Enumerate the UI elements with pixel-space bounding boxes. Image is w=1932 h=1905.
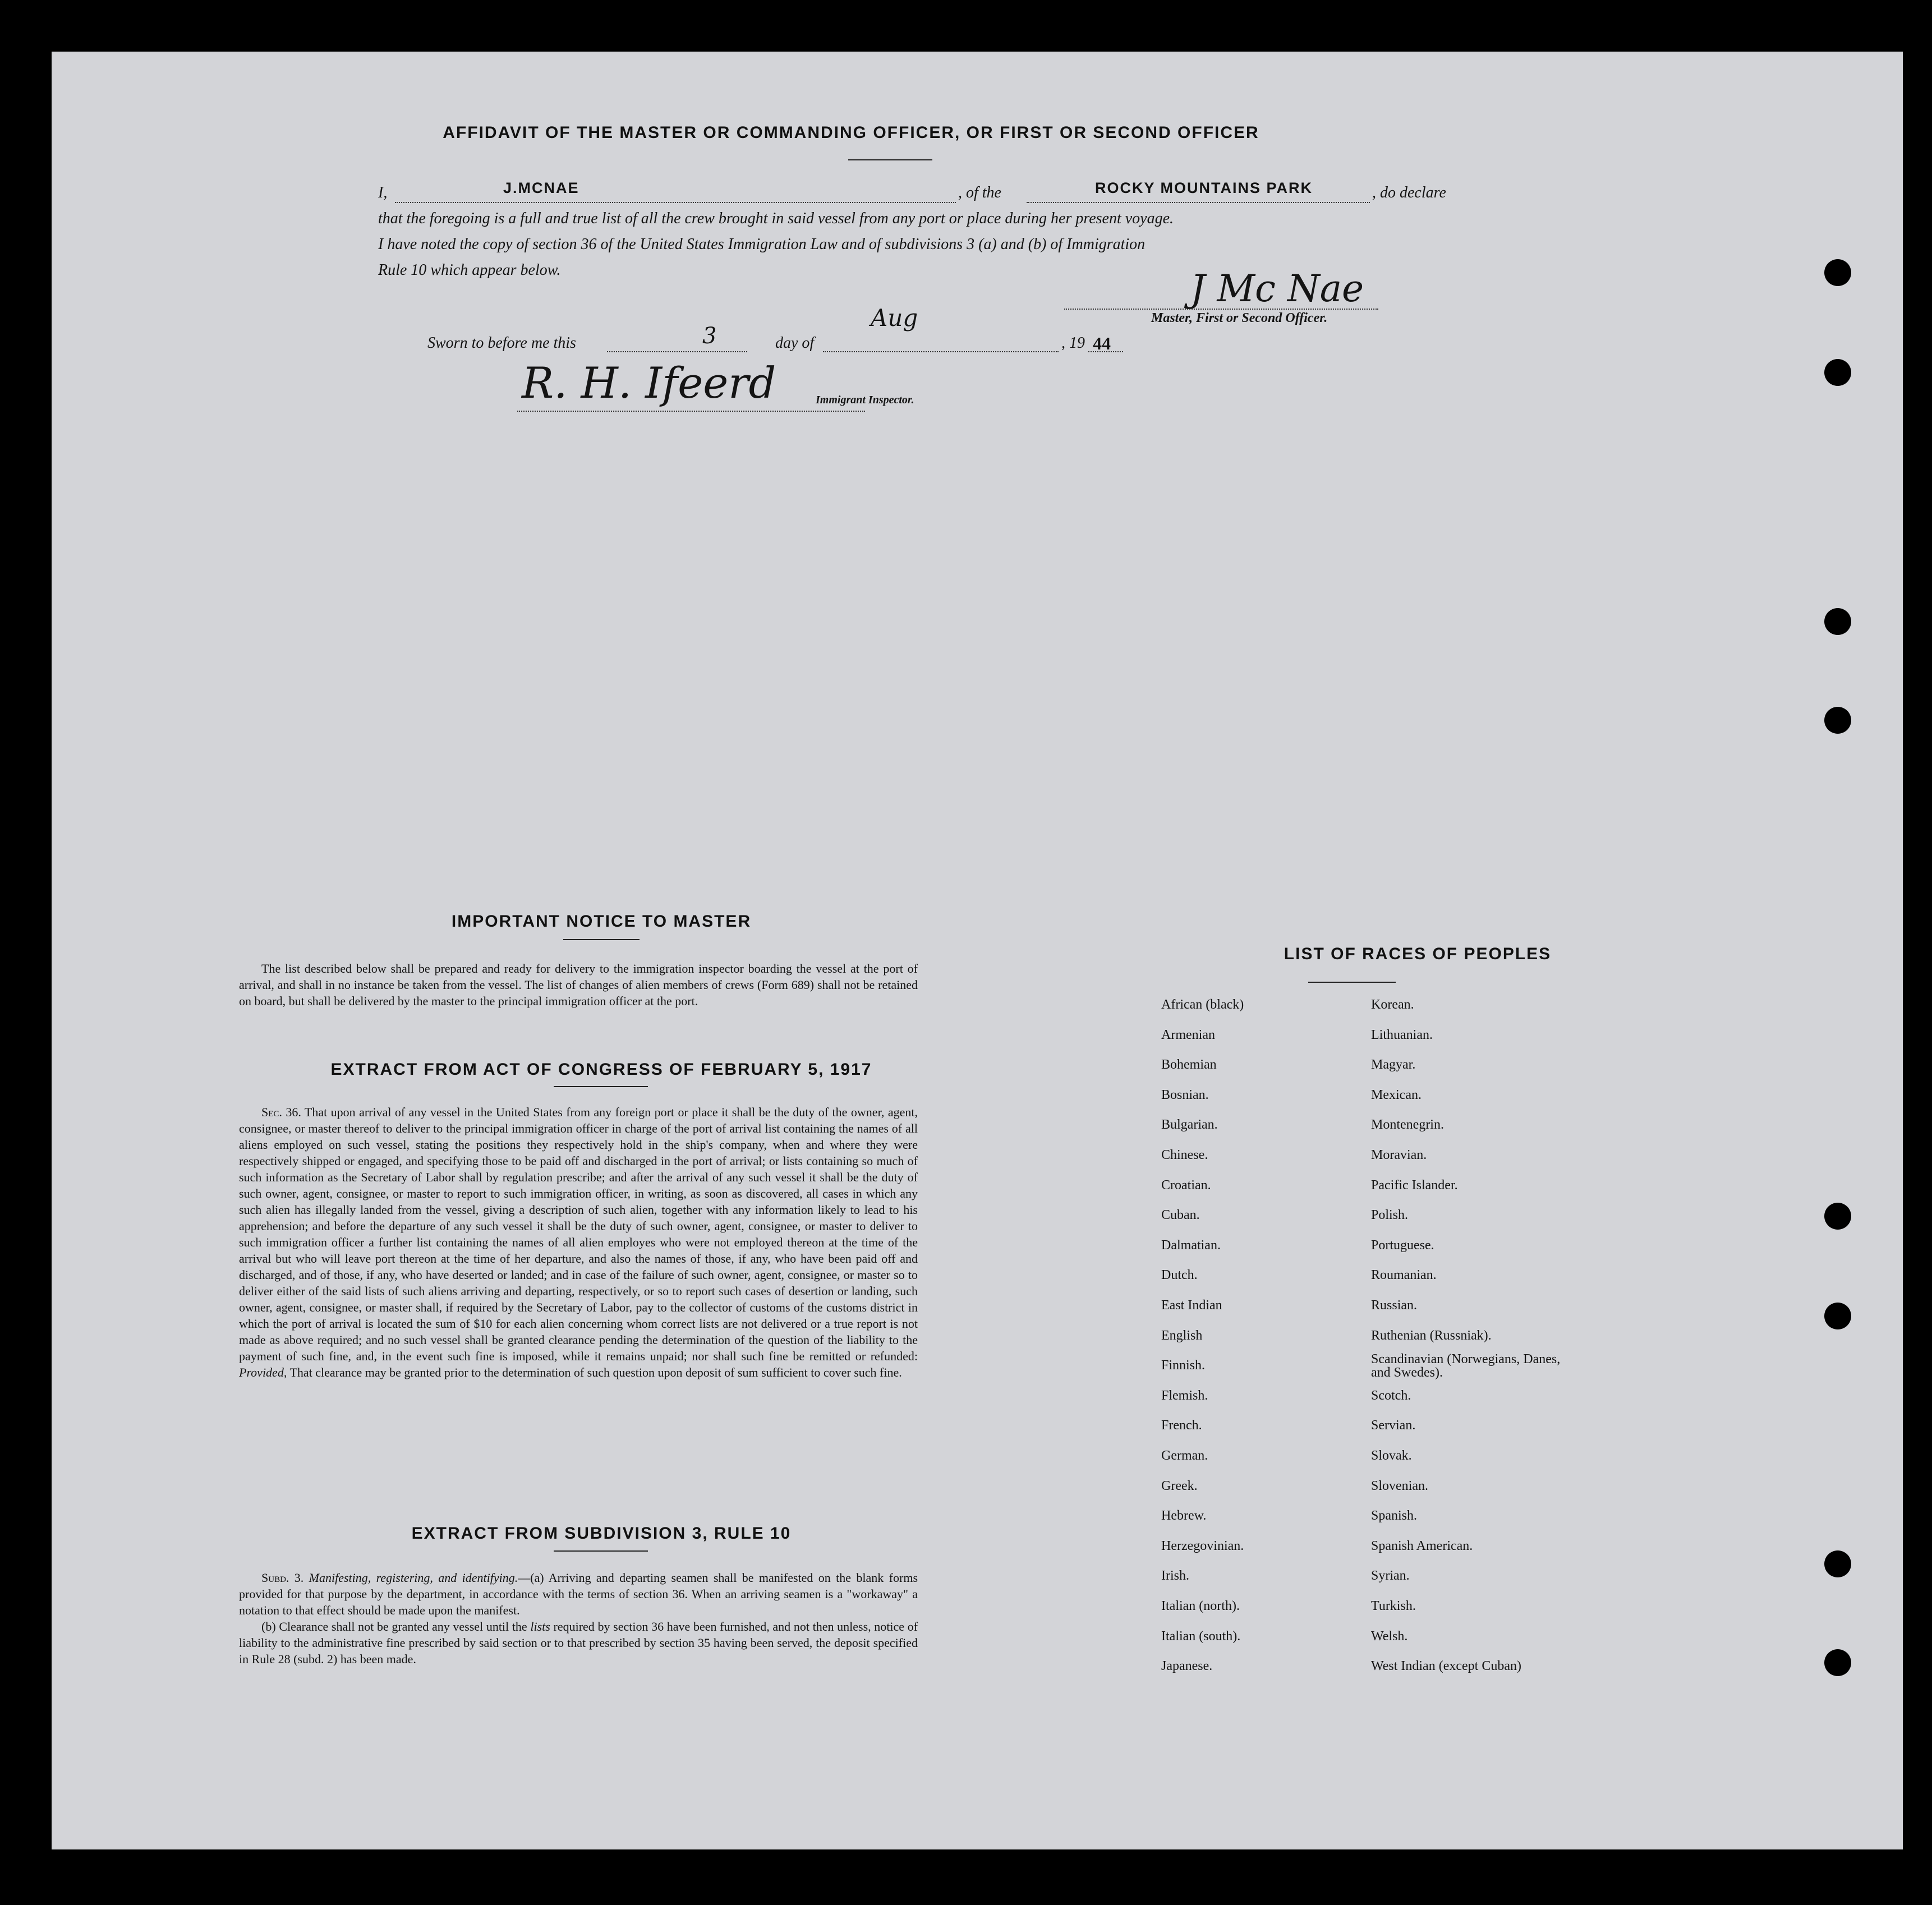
subdivision-text (239, 1570, 918, 1667)
race-item: Korean. (1371, 997, 1414, 1012)
binder-hole (1824, 608, 1851, 635)
notice-paragraph: The list described below shall be prepared and ready for delivery to the immigration inspector boarding the vessel at the port of arrival, and shall in no instance be taken from the vessel. The list of changes of alien members of crews (Form 689) shall not be retained on board, but shall be delivered by the master to the principal immigration officer at the port. (239, 961, 918, 1008)
subdivision-heading: Manifesting, registering, and identifying. (309, 1571, 518, 1585)
act-body: That upon arrival of any vessel in the United States from any foreign port or place it shall be the duty of the owner, agent, consignee, or master thereof to deliver to the principal immigration officer in charge of the port of arrival list containing the names of all aliens employed on such vessel, stating the positions they respectively hold in the ship's company, when and where they were respectively shipped or engaged, and specifying those to be paid off and discharged in the port of arrival; or lists containing so much of such information as the Secretary of Labor shall by regulation prescribe; and after the arrival of any such vessel it shall be the duty of such owner, agent, consignee, or master to report to such immigration officer, in writing, as soon as discovered, all cases in which any such alien has illegally landed from the vessel, giving a description of such alien, together with any information likely to lead to his apprehension; and before the departure of any such vessel it shall be the duty of such owner, agent, consignee, or master to deliver to such immigration officer a further list containing the names of all alien employes who were not employed thereon at the time of the arrival but who will leave port thereon at the time of her departure, and also the names of those, if any, who have been paid off and discharged, and of those, if any, who have deserted or landed; and in case of the failure of such owner, agent, consignee, or master so to deliver either of the said lists of such aliens arriving and departing, respectively, or so to report such cases of desertion or landing, such owner, agent, consignee, or master shall, if required by the Secretary of Labor, pay to the collector of customs of the customs district in which the port of arrival is located the sum of $10 for each alien concerning whom correct lists are not delivered or a true report is not made as above required; and no such vessel shall be granted clearance pending the determination of the question of the liability to the payment of such fine, and, in the event such fine is imposed, while it remains unpaid; nor shall such fine be remitted or refunded: (239, 1105, 918, 1363)
race-item: Finnish. (1161, 1358, 1206, 1373)
race-item: Bulgarian. (1161, 1117, 1218, 1133)
race-item: Irish. (1161, 1568, 1189, 1584)
subdivision-b-label: (b) (261, 1619, 276, 1633)
name-blank (395, 202, 956, 203)
document-page (52, 52, 1903, 1849)
vessel-name[interactable]: ROCKY MOUNTAINS PARK (1095, 180, 1313, 196)
race-item: Welsh. (1371, 1628, 1408, 1644)
race-item: Slovenian. (1371, 1478, 1428, 1493)
race-item: Bosnian. (1161, 1087, 1209, 1102)
declaration-line-2: that the foregoing is a full and true list of all the crew brought in said vessel from any port or place during her present voyage. (378, 210, 1174, 227)
race-item: French. (1161, 1418, 1202, 1433)
affidavit-title: AFFIDAVIT OF THE MASTER OR COMMANDING OFFICER, OR FIRST OR SECOND OFFICER (443, 123, 1259, 142)
declaration-line-4: Rule 10 which appear below. (378, 261, 561, 279)
race-item: Flemish. (1161, 1388, 1208, 1403)
race-item: Lithuanian. (1371, 1027, 1433, 1042)
subdivision-rule (554, 1550, 648, 1552)
binder-hole (1824, 1649, 1851, 1676)
race-item: Dalmatian. (1161, 1237, 1221, 1253)
race-item: Spanish American. (1371, 1538, 1473, 1553)
race-item: Cuban. (1161, 1208, 1200, 1223)
subdivision-a-label: —(a) (518, 1571, 544, 1585)
master-officer-label: Master, First or Second Officer. (1151, 311, 1328, 325)
vessel-blank (1027, 202, 1370, 203)
subdivision-title: EXTRACT FROM SUBDIVISION 3, RULE 10 (411, 1524, 792, 1543)
race-item: Herzegovinian. (1161, 1538, 1244, 1553)
act-rule (554, 1086, 648, 1087)
subdivision-number: Subd. 3. (261, 1571, 304, 1585)
master-name[interactable]: J.MCNAE (503, 180, 579, 196)
races-rule (1308, 982, 1396, 983)
race-item: Dutch. (1161, 1268, 1198, 1283)
notice-title: IMPORTANT NOTICE TO MASTER (451, 912, 752, 931)
month-value[interactable]: Aug (871, 304, 918, 332)
binder-hole (1824, 359, 1851, 386)
declarant-label: I, (378, 184, 388, 201)
race-item: East Indian (1161, 1298, 1222, 1313)
race-item: Croatian. (1161, 1177, 1211, 1193)
race-item: West Indian (except Cuban) (1371, 1659, 1521, 1674)
notice-text (239, 960, 918, 1009)
inspector-line (517, 411, 865, 412)
race-item: Spanish. (1371, 1508, 1418, 1524)
race-item: Greek. (1161, 1478, 1198, 1493)
inspector-signature: R. H. Ifeerd (522, 358, 776, 408)
act-title: EXTRACT FROM ACT OF CONGRESS OF FEBRUARY 5, 1917 (330, 1060, 872, 1079)
race-item: Moravian. (1371, 1148, 1427, 1162)
year-blank (1088, 351, 1123, 352)
race-item: Ruthenian (Russniak). (1371, 1328, 1492, 1343)
declaration-line-3: I have noted the copy of section 36 of the United States Immigration Law and of subdivisions 3 (a) and (b) of Immigration (378, 236, 1146, 253)
subdivision-b-text2: required by section 36 have been furnished, and not then unless, notice of liability to the administrative fine prescribed by said section or to that prescribed by section 35 having been served, the deposit specified in Rule 28 (subd. 2) has been made. (239, 1619, 918, 1666)
race-item: Scotch. (1371, 1388, 1411, 1403)
day-blank (607, 351, 747, 352)
binder-hole (1824, 259, 1851, 286)
race-item: Servian. (1371, 1418, 1416, 1433)
year-prefix: , 19 (1061, 334, 1085, 352)
subdivision-b-lists: lists (530, 1619, 550, 1633)
declare-label: , do declare (1372, 184, 1446, 201)
race-item: Russian. (1371, 1298, 1418, 1313)
act-body-end: That clearance may be granted prior to the determination of such question upon deposit of sum sufficient to cover such fine. (289, 1365, 902, 1379)
race-item: English (1161, 1328, 1203, 1343)
subdivision-a-text: Arriving and departing seamen shall be manifested on the blank forms provided for that purpose by the department, in accordance with the terms of section 36. When an arriving seamen is a "workaway" a notation to that effect should be made upon the manifest. (239, 1571, 918, 1617)
race-item: German. (1161, 1448, 1208, 1463)
notice-rule (563, 939, 640, 940)
race-item: Mexican. (1371, 1087, 1422, 1102)
race-item: Japanese. (1161, 1659, 1213, 1674)
race-item: Pacific Islander. (1371, 1177, 1458, 1193)
race-item: Italian (north). (1161, 1599, 1240, 1613)
race-item: Magyar. (1371, 1057, 1416, 1073)
act-provided: Provided, (239, 1365, 287, 1379)
race-item: Scandinavian (Norwegians, Danes, and Swedes). (1371, 1352, 1561, 1381)
race-item: Syrian. (1371, 1568, 1410, 1584)
binder-hole (1824, 1303, 1851, 1329)
race-item: Roumanian. (1371, 1268, 1437, 1283)
binder-hole (1824, 1550, 1851, 1577)
race-item: Italian (south). (1161, 1628, 1241, 1644)
race-item: Slovak. (1371, 1448, 1412, 1463)
title-rule (848, 159, 932, 160)
master-signature: J Mc Nae (1190, 267, 1364, 310)
races-title: LIST OF RACES OF PEOPLES (1284, 945, 1552, 963)
race-item: Chinese. (1161, 1148, 1208, 1162)
sworn-label: Sworn to before me this (427, 334, 576, 352)
race-item: Bohemian (1161, 1057, 1217, 1073)
year-value[interactable]: 44 (1093, 333, 1111, 353)
of-the-label: , of the (958, 184, 1001, 201)
inspector-label: Immigrant Inspector. (816, 394, 914, 406)
race-item: Polish. (1371, 1208, 1409, 1223)
race-item: African (black) (1161, 997, 1244, 1012)
act-text (239, 1104, 918, 1381)
month-blank (823, 351, 1059, 352)
binder-hole (1824, 707, 1851, 734)
race-item: Turkish. (1371, 1599, 1416, 1613)
section-number: Sec. 36. (261, 1105, 301, 1119)
binder-hole (1824, 1203, 1851, 1230)
race-item: Armenian (1161, 1027, 1215, 1042)
race-item: Portuguese. (1371, 1237, 1434, 1253)
race-item: Hebrew. (1161, 1508, 1207, 1524)
race-item: Montenegrin. (1371, 1117, 1444, 1133)
day-of-label: day of (775, 334, 815, 352)
subdivision-b-text1: Clearance shall not be granted any vessel until the (279, 1619, 527, 1633)
day-value[interactable]: 3 (702, 323, 717, 349)
